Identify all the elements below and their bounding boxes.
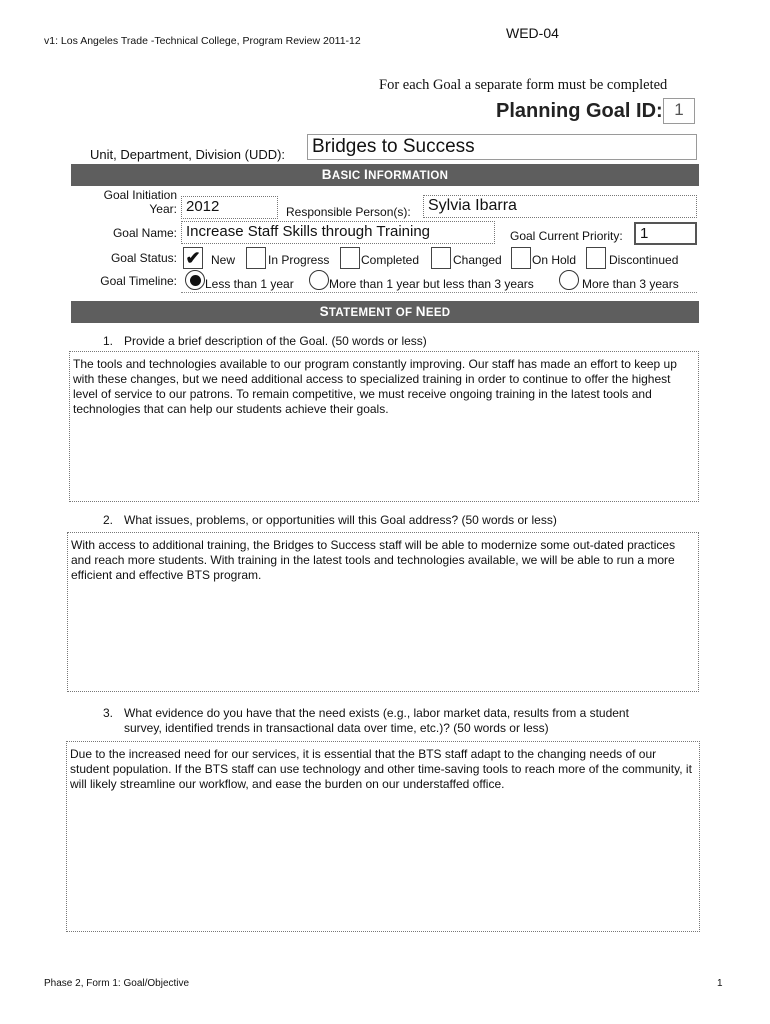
status-in-progress-label: In Progress — [268, 253, 330, 267]
answer-1-field[interactable]: The tools and technologies available to our program constantly improving. Our staff has made an effort to keep up with these changes, but we need additional access to specialized training in order to continue to offer the highest level of service to our patrons. To remain competitive, we must receive ongoing training in the latest tools and technologies that can help our students achieve their goals. — [69, 351, 699, 502]
timeline-1-3-radio[interactable] — [309, 270, 329, 290]
status-new-label: New — [211, 253, 236, 267]
status-on-hold-label: On Hold — [532, 253, 577, 267]
initiation-year-field[interactable]: 2012 — [181, 196, 278, 219]
answer-3-field[interactable]: Due to the increased need for our services, it is essential that the BTS staff adapt to the changing needs of our student population. If the BTS staff can use technology and other time-saving tools to reach more of the community, it will likely streamline our workflow, and ease the burden on our understaffed office. — [66, 741, 700, 932]
status-in-progress-checkbox[interactable] — [246, 247, 266, 269]
question-2: What issues, problems, or opportunities will this Goal address? (50 words or less) — [124, 513, 557, 527]
udd-field[interactable]: Bridges to Success — [307, 134, 697, 160]
timeline-more-3-radio[interactable] — [559, 270, 579, 290]
form-instruction: For each Goal a separate form must be completed — [379, 77, 668, 93]
status-discontinued-checkbox[interactable] — [586, 247, 606, 269]
status-on-hold-checkbox[interactable] — [511, 247, 531, 269]
goal-name-field[interactable]: Increase Staff Skills through Training — [181, 221, 495, 244]
status-discontinued-label: Discontinued — [609, 253, 679, 267]
timeline-less-1-label: Less than 1 year — [205, 277, 294, 291]
timeline-1-3-label: More than 1 year but less than 3 years — [329, 277, 534, 291]
priority-field[interactable]: 1 — [634, 222, 697, 245]
goal-status-label: Goal Status: — [110, 251, 177, 265]
footer-form-label: Phase 2, Form 1: Goal/Objective — [44, 978, 190, 989]
udd-label: Unit, Department, Division (UDD): — [90, 147, 286, 162]
timeline-less-1-radio[interactable] — [185, 270, 205, 290]
status-completed-checkbox[interactable] — [340, 247, 360, 269]
priority-label: Goal Current Priority: — [510, 229, 623, 243]
goal-timeline-label: Goal Timeline: — [100, 274, 177, 288]
responsible-person-field[interactable]: Sylvia Ibarra — [423, 195, 697, 218]
status-changed-label: Changed — [453, 253, 502, 267]
question-1-number: 1. — [103, 334, 114, 348]
page-number: 1 — [717, 978, 723, 989]
planning-goal-label: Planning Goal ID: — [496, 100, 663, 122]
initiation-label: Goal Initiation Year: — [103, 188, 177, 216]
responsible-label: Responsible Person(s): — [286, 205, 411, 219]
radio-selected-dot — [190, 275, 201, 286]
statement-of-need-header: STATEMENT OF NEED — [71, 301, 699, 323]
basic-information-header: BASIC INFORMATION — [71, 164, 699, 186]
goal-name-label: Goal Name: — [112, 226, 177, 240]
answer-2-field[interactable]: With access to additional training, the Bridges to Success staff will be able to modernize some out-dated practices and reach more students. With training in the latest tools and technologies available, we will be able to run a more efficient and effective BTS program. — [67, 532, 699, 692]
question-3: What evidence do you have that the need exists (e.g., labor market data, results from a student survey, identified trends in transactional data over time, etc.)? (50 words or less) — [124, 706, 629, 735]
planning-goal-id-field[interactable]: 1 — [663, 98, 695, 124]
divider — [181, 292, 697, 293]
timeline-more-3-label: More than 3 years — [582, 277, 679, 291]
college-header: v1: Los Angeles Trade -Technical College, Program Review 2011-12 — [44, 35, 361, 47]
question-3-number: 3. — [103, 706, 114, 720]
status-changed-checkbox[interactable] — [431, 247, 451, 269]
status-new-checkbox[interactable]: ✔ — [183, 247, 203, 269]
question-2-number: 2. — [103, 513, 114, 527]
form-code: WED-04 — [506, 25, 559, 41]
question-1: Provide a brief description of the Goal. (50 words or less) — [124, 334, 427, 348]
status-completed-label: Completed — [361, 253, 420, 267]
